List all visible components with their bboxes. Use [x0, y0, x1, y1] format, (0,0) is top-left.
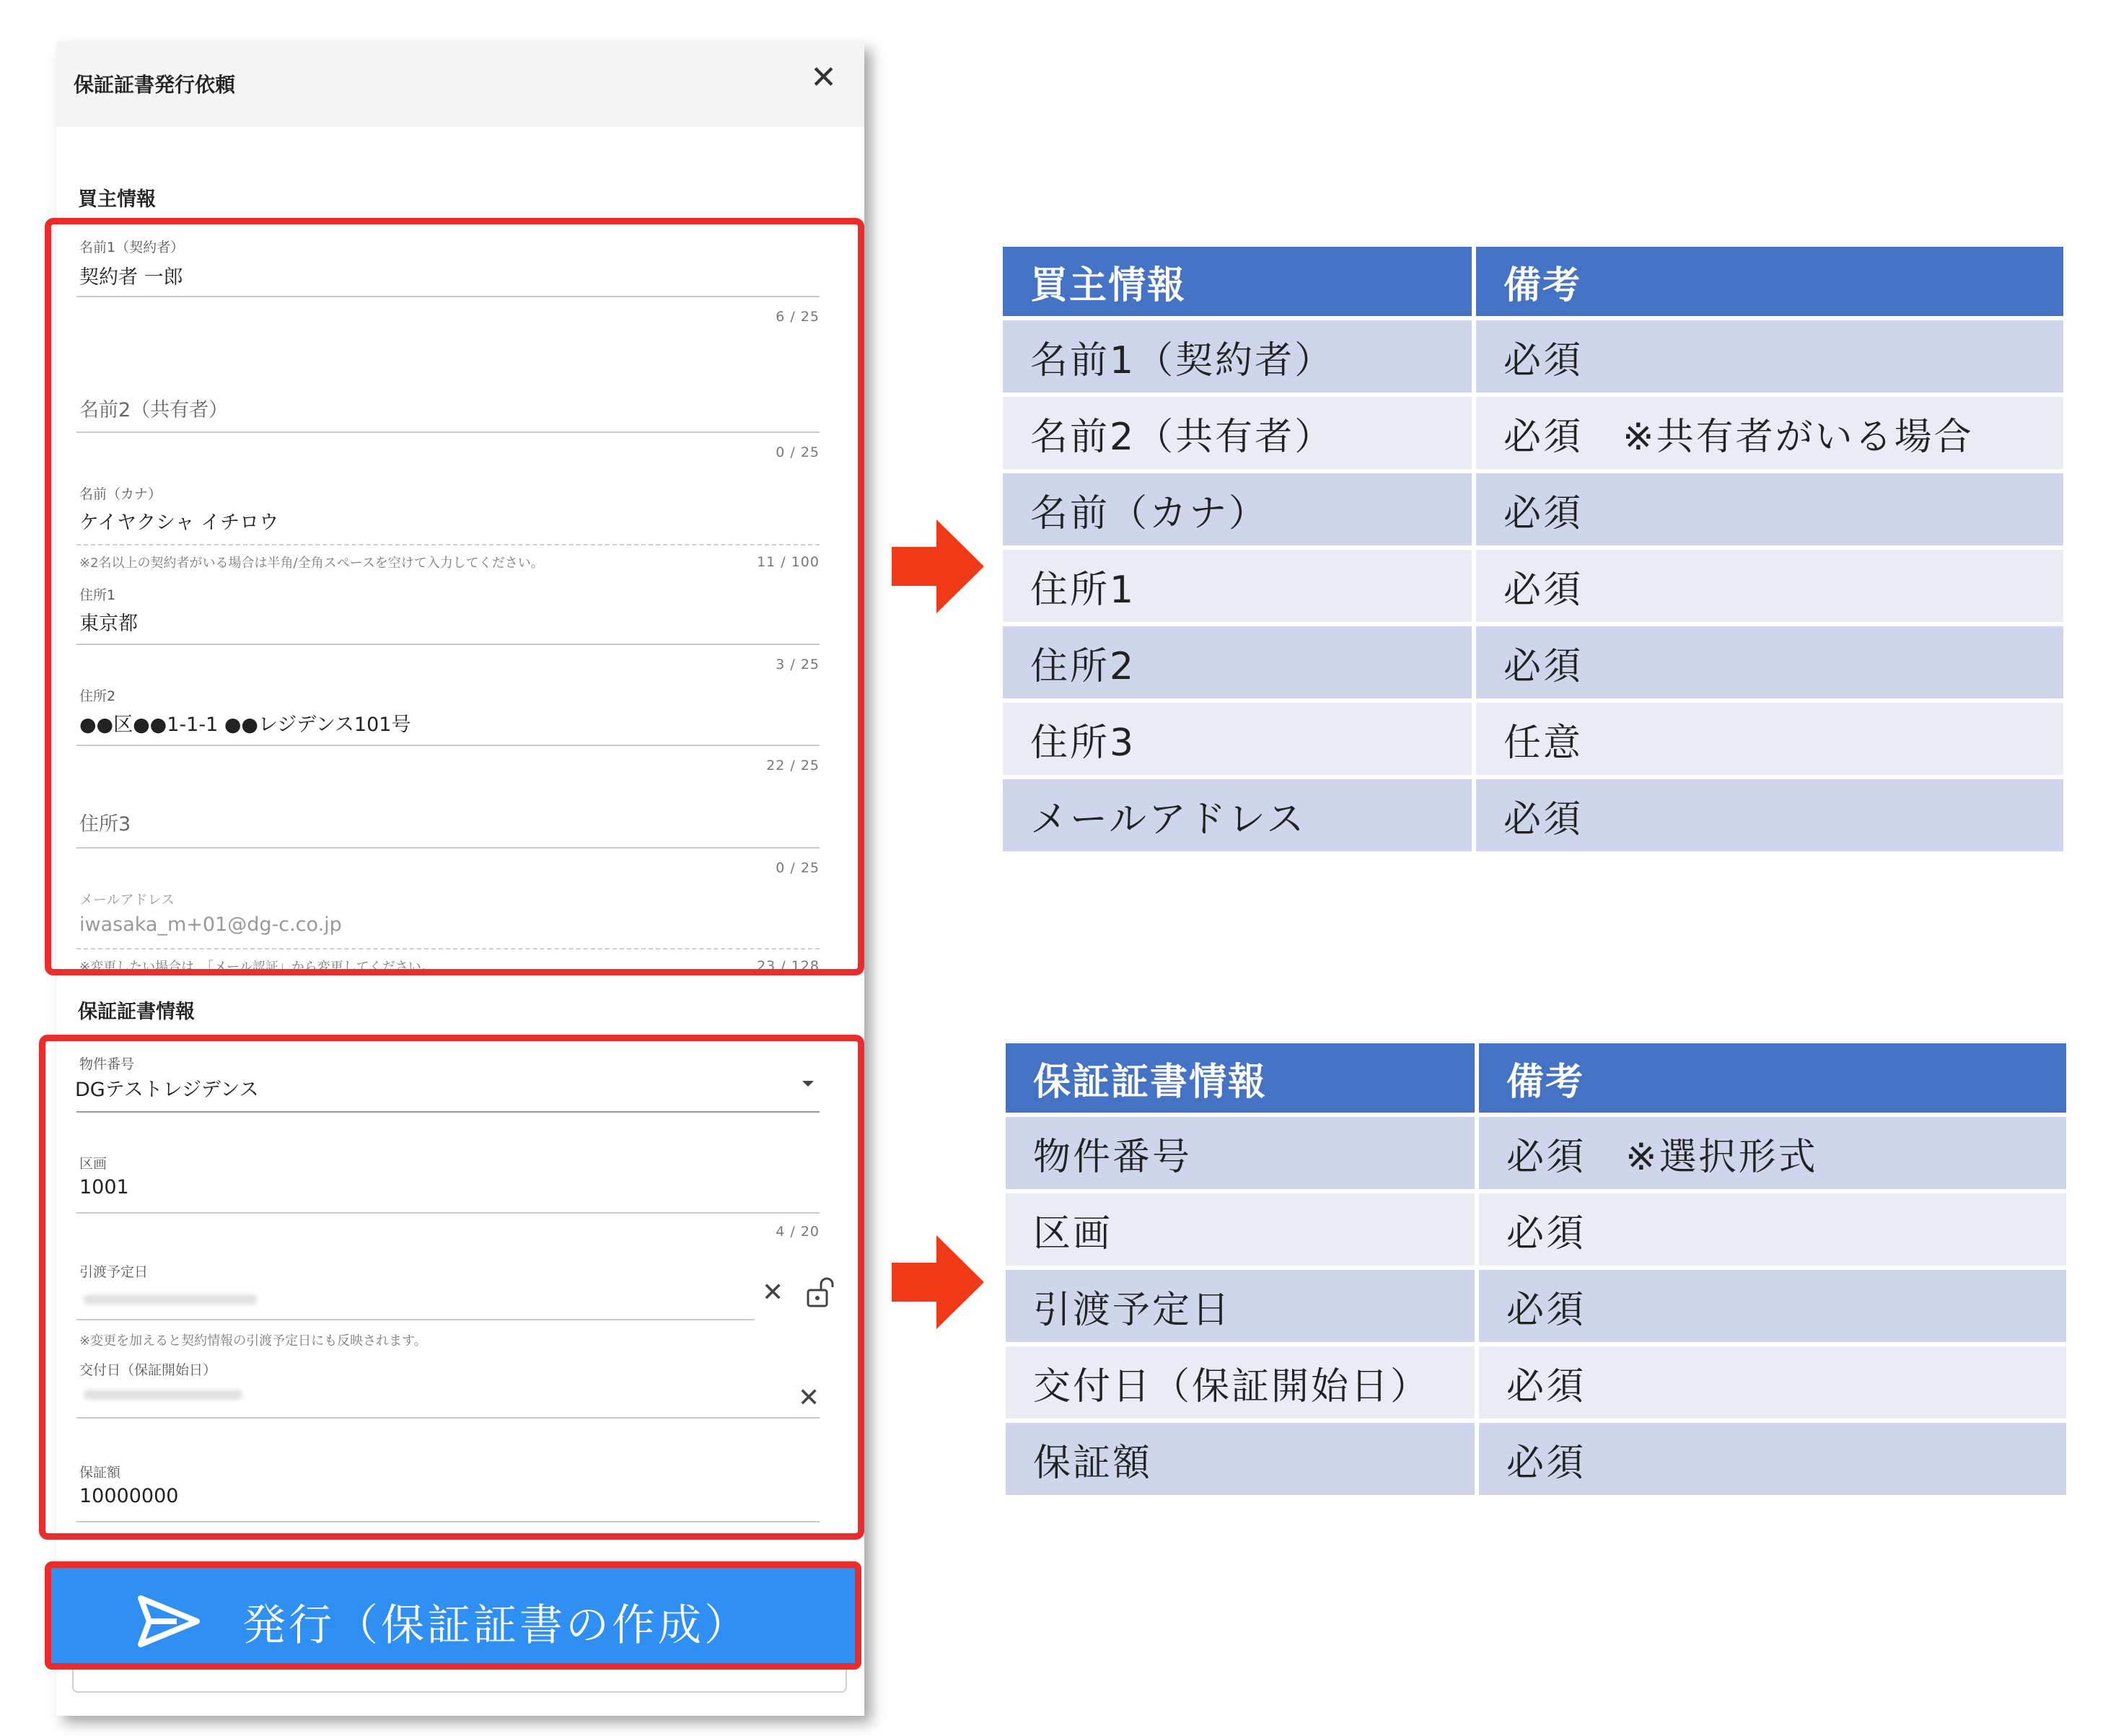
clear-icon[interactable]: ✕	[762, 1278, 784, 1307]
table-row	[1003, 550, 2063, 622]
table-cell: 名前（カナ）	[1003, 473, 1472, 545]
kana-counter: 11 / 100	[757, 554, 820, 570]
address3-input[interactable]: 住所3	[79, 813, 131, 836]
table-cell: メールアドレス	[1003, 779, 1472, 851]
amount-label: 保証額	[79, 1465, 121, 1481]
table-cell: 必須	[1476, 779, 2063, 851]
table-cell: 保証額	[1006, 1423, 1475, 1495]
table-cell: 区画	[1006, 1193, 1475, 1266]
address1-input[interactable]: 東京都	[79, 613, 138, 635]
dialog-header	[56, 42, 864, 127]
dialog-title: 保証証書発行依頼	[74, 73, 236, 97]
issue-button-label: 発行（保証証書の作成）	[242, 1600, 750, 1651]
table-cell: 必須	[1479, 1193, 2066, 1266]
address1-counter: 3 / 25	[776, 657, 820, 672]
cert-fields-highlight	[39, 1035, 864, 1540]
address3-counter: 0 / 25	[776, 860, 820, 876]
name1-label: 名前1（契約者）	[79, 240, 185, 255]
table-row	[1006, 1270, 2066, 1342]
table-cell: 名前1（契約者）	[1003, 320, 1472, 393]
close-icon[interactable]: ✕	[810, 59, 837, 96]
buyer-section-title: 買主情報	[78, 188, 156, 211]
table-row	[1003, 397, 2063, 469]
table-row	[1006, 1117, 2066, 1189]
cert-section-title: 保証証書情報	[78, 1001, 195, 1023]
unit-input[interactable]: 1001	[79, 1176, 129, 1198]
email-value: iwasaka_m+01@dg-c.co.jp	[79, 913, 342, 936]
table-header: 買主情報	[1003, 247, 1472, 316]
kana-hint: ※2名以上の契約者がいる場合は半角/全角スペースを空けて入力してください。	[79, 556, 544, 571]
name2-input[interactable]: 名前2（共有者）	[79, 399, 229, 421]
issue-date-label: 交付日（保証開始日）	[79, 1362, 217, 1378]
table-row	[1003, 626, 2063, 698]
amount-input[interactable]: 10000000	[79, 1485, 179, 1507]
name1-input[interactable]: 契約者 一郎	[79, 266, 183, 289]
buyer-info-table	[998, 242, 2068, 856]
issue-button[interactable]	[45, 1561, 861, 1670]
email-label: メールアドレス	[79, 892, 175, 908]
delivery-date-label: 引渡予定日	[79, 1264, 149, 1280]
property-label: 物件番号	[79, 1056, 135, 1072]
table-row	[1003, 320, 2063, 393]
cert-info-table	[1001, 1039, 2071, 1499]
table-row	[1006, 1423, 2066, 1495]
email-counter: 23 / 128	[757, 958, 820, 974]
unit-counter: 4 / 20	[776, 1224, 820, 1240]
table-row	[1003, 703, 2063, 775]
table-cell: 交付日（保証開始日）	[1006, 1346, 1475, 1419]
delivery-date-hint: ※変更を加えると契約情報の引渡予定日にも反映されます。	[79, 1333, 427, 1349]
table-cell: 住所3	[1003, 703, 1472, 775]
table-row	[1006, 1346, 2066, 1419]
name1-counter: 6 / 25	[776, 309, 820, 325]
table-cell: 住所1	[1003, 550, 1472, 622]
table-cell: 必須 ※共有者がいる場合	[1476, 397, 2063, 469]
send-icon	[136, 1594, 201, 1652]
table-cell: 必須	[1479, 1346, 2066, 1419]
property-value: DGテストレジデンス	[75, 1079, 259, 1101]
table-row	[1003, 473, 2063, 545]
table-cell: 引渡予定日	[1006, 1270, 1475, 1342]
email-hint: ※変更したい場合は、「メール認証」から変更してください。	[79, 960, 434, 975]
address2-input[interactable]: ●●区●●1-1-1 ●●レジデンス101号	[79, 714, 411, 736]
table-header: 備考	[1479, 1043, 2066, 1113]
kana-input[interactable]: ケイヤクシャ イチロウ	[79, 512, 279, 534]
address1-label: 住所1	[79, 587, 116, 603]
table-cell: 物件番号	[1006, 1117, 1475, 1189]
clear-icon[interactable]: ✕	[798, 1383, 820, 1413]
address2-label: 住所2	[79, 688, 116, 704]
arrow-right-icon	[892, 520, 985, 616]
name2-counter: 0 / 25	[776, 444, 820, 460]
buyer-fields-highlight	[45, 218, 864, 976]
table-row	[1006, 1193, 2066, 1266]
arrow-right-icon	[892, 1235, 985, 1332]
kana-label: 名前（カナ）	[79, 486, 162, 502]
table-header: 保証証書情報	[1006, 1043, 1475, 1113]
table-cell: 必須	[1476, 626, 2063, 698]
table-cell: 必須	[1479, 1270, 2066, 1342]
table-cell: 必須	[1476, 473, 2063, 545]
address2-counter: 22 / 25	[766, 758, 820, 773]
table-cell: 住所2	[1003, 626, 1472, 698]
table-cell: 任意	[1476, 703, 2063, 775]
table-cell: 必須	[1476, 550, 2063, 622]
table-cell: 名前2（共有者）	[1003, 397, 1472, 469]
table-cell: 必須 ※選択形式	[1479, 1117, 2066, 1189]
table-header: 備考	[1476, 247, 2063, 316]
table-cell: 必須	[1479, 1423, 2066, 1495]
table-row	[1003, 779, 2063, 851]
unit-label: 区画	[79, 1156, 107, 1172]
table-cell: 必須	[1476, 320, 2063, 393]
